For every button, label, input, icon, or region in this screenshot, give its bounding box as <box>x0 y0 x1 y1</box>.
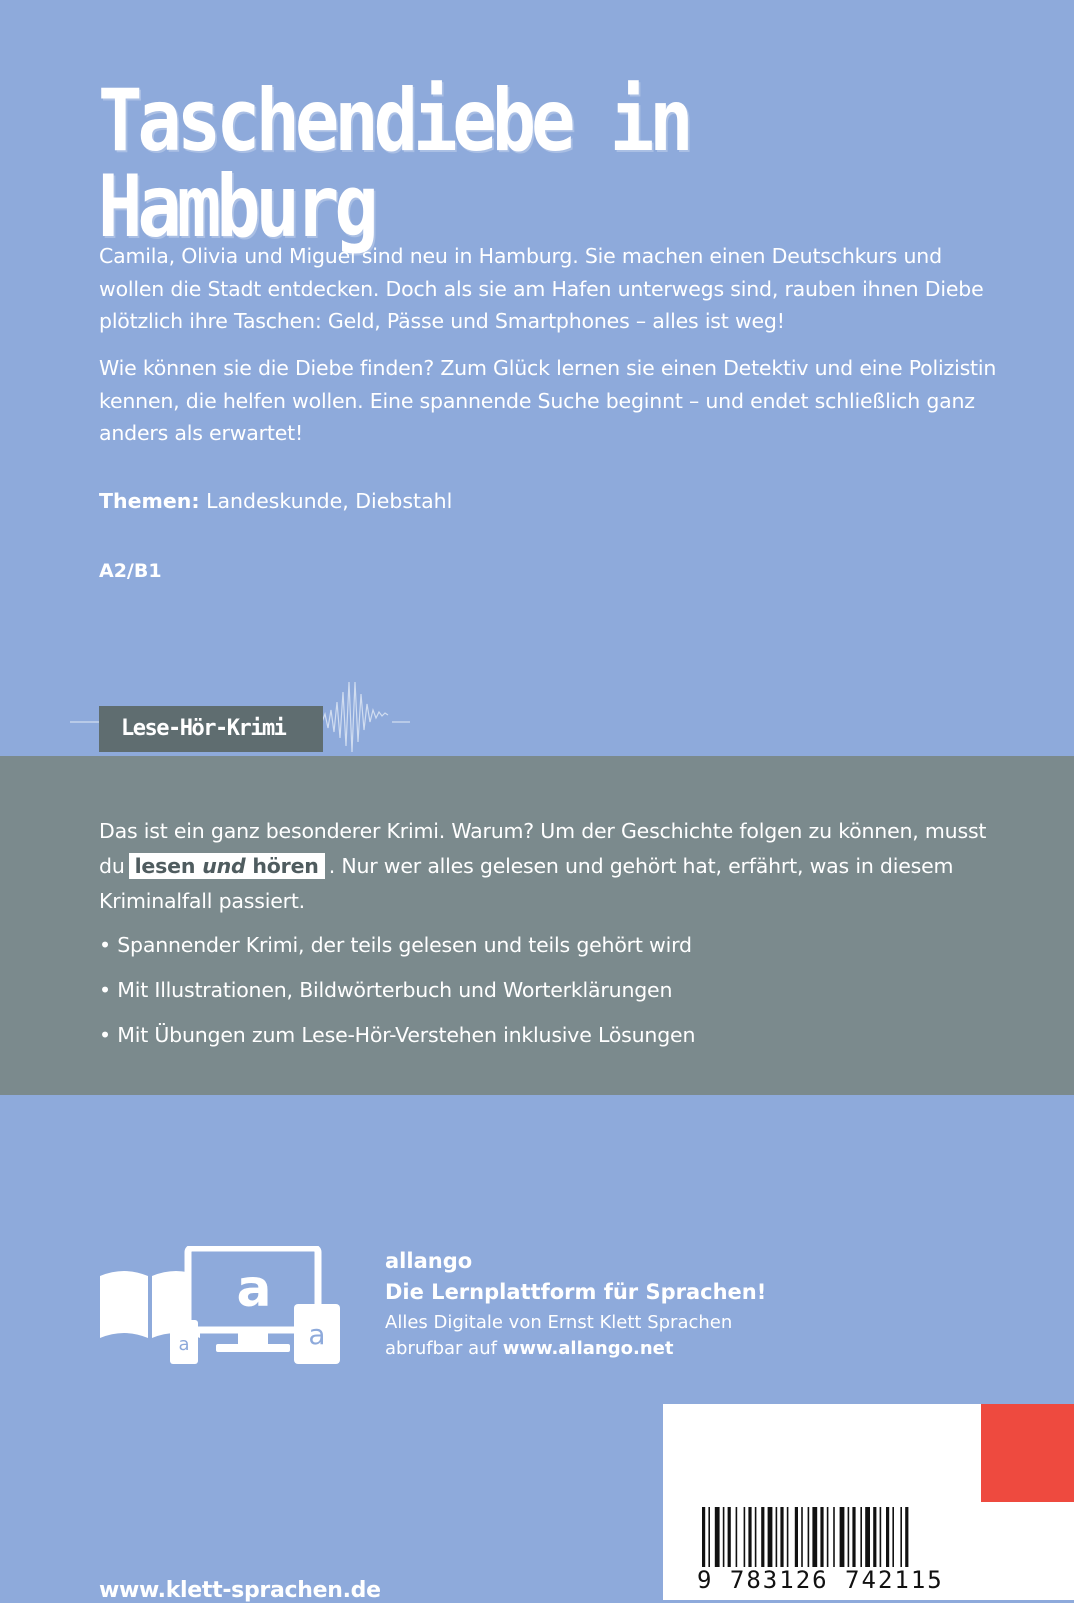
allango-desc-line1: Alles Digitale von Ernst Klett Sprachen <box>385 1312 733 1333</box>
barcode-bar <box>801 1507 803 1567</box>
highlight-und: und <box>202 854 246 878</box>
barcode-bar <box>840 1507 845 1567</box>
allango-tagline: Die Lernplattform für Sprachen! <box>385 1280 767 1304</box>
barcode-bar <box>736 1507 738 1567</box>
highlight-hoeren: hören <box>252 854 319 878</box>
book-title: Taschendiebe in Hamburg <box>98 71 689 257</box>
barcode-bar <box>723 1507 725 1567</box>
isbn-bold: 674211 <box>845 1470 923 1492</box>
isbn-suffix: -5 <box>922 1471 941 1492</box>
barcode-bar <box>708 1507 710 1567</box>
barcode-bar <box>744 1507 746 1567</box>
svg-text:a: a <box>178 1334 190 1355</box>
barcode-bar <box>827 1507 829 1567</box>
svg-text:a: a <box>236 1259 272 1319</box>
allango-desc-prefix: abrufbar auf <box>385 1338 497 1359</box>
barcode-bar <box>715 1507 720 1567</box>
barcode-bar <box>761 1507 764 1567</box>
allango-name: allango <box>385 1249 473 1273</box>
barcode-bar <box>873 1507 876 1567</box>
allango-description <box>385 1310 732 1362</box>
feature-list <box>99 928 695 1063</box>
barcode-bar <box>848 1507 850 1567</box>
barcode-bar <box>768 1507 773 1567</box>
allango-devices-icon <box>98 1246 342 1366</box>
list-item: • Mit Illustrationen, Bildwörterbuch und Worterklärungen <box>99 978 673 1002</box>
barcode-bar <box>820 1507 823 1567</box>
red-corner-tab <box>981 1404 1074 1502</box>
barcode-bar <box>880 1507 882 1567</box>
barcode-digits: 9 783126 742115 <box>697 1566 944 1594</box>
list-item: • Mit Übungen zum Lese-Hör-Verstehen inklusive Lösungen <box>99 1023 696 1047</box>
barcode-bar <box>780 1507 783 1567</box>
barcode-bar <box>886 1507 889 1567</box>
barcode-bar <box>892 1507 894 1567</box>
svg-text:a: a <box>308 1318 326 1351</box>
barcode-bar <box>900 1507 902 1567</box>
series-intro-end: . Nur wer alles gelesen und gehört hat, erfährt, was in diesem Kriminalfall passiert. <box>99 854 954 913</box>
barcode-bar <box>702 1507 705 1567</box>
barcode-bar <box>812 1507 817 1567</box>
series-intro <box>99 814 999 919</box>
barcode-bar <box>755 1507 757 1567</box>
barcode-bar <box>852 1507 855 1567</box>
barcode-bar <box>795 1507 798 1567</box>
series-label: Lese-Hör-Krimi <box>99 706 323 752</box>
list-item: • Spannender Krimi, der teils gelesen und teils gehört wird <box>99 933 692 957</box>
barcode-bar <box>865 1507 870 1567</box>
themen-line <box>99 489 452 513</box>
publisher-website-link[interactable]: www.klett-sprachen.de <box>99 1578 381 1603</box>
series-intro-start: Das ist ein ganz besonderer Krimi. Warum? Um der Geschichte folgen zu können, musst du <box>99 819 987 878</box>
isbn-number <box>713 1470 940 1492</box>
lesen-hoeren-highlight <box>129 853 325 879</box>
barcode-bar <box>748 1507 751 1567</box>
allango-heading <box>385 1246 766 1308</box>
description-paragraph-1: Camila, Olivia und Miguel sind neu in Hamburg. Sie machen einen Deutschkurs und wollen die Stadt entdecken. Doch als sie am Hafen unterwegs sind, rauben ihnen Diebe plötzlich ihre Taschen: Geld, Pässe und Smartphones – alles ist weg! <box>99 244 984 333</box>
isbn-prefix: ISBN 978-3-12- <box>713 1471 846 1492</box>
barcode-bar <box>776 1507 778 1567</box>
barcode <box>700 1507 940 1569</box>
barcode-bar <box>905 1507 908 1567</box>
themen-label: Themen: <box>99 489 200 513</box>
barcode-bar <box>860 1507 862 1567</box>
level-badge: A2/B1 <box>99 560 162 582</box>
barcode-bar <box>728 1507 731 1567</box>
description-paragraph-2: Wie können sie die Diebe finden? Zum Glück lernen sie einen Detektiv und eine Polizistin kennen, die helfen wollen. Eine spannende Suche beginnt – und endet schließlich ganz anders als erwartet! <box>99 356 997 445</box>
allango-url-link[interactable]: www.allango.net <box>502 1338 674 1359</box>
barcode-bar <box>787 1507 789 1567</box>
barcode-bar <box>808 1507 810 1567</box>
barcode-bar <box>833 1507 835 1567</box>
highlight-lesen: lesen <box>134 854 196 878</box>
themen-value: Landeskunde, Diebstahl <box>206 489 453 513</box>
